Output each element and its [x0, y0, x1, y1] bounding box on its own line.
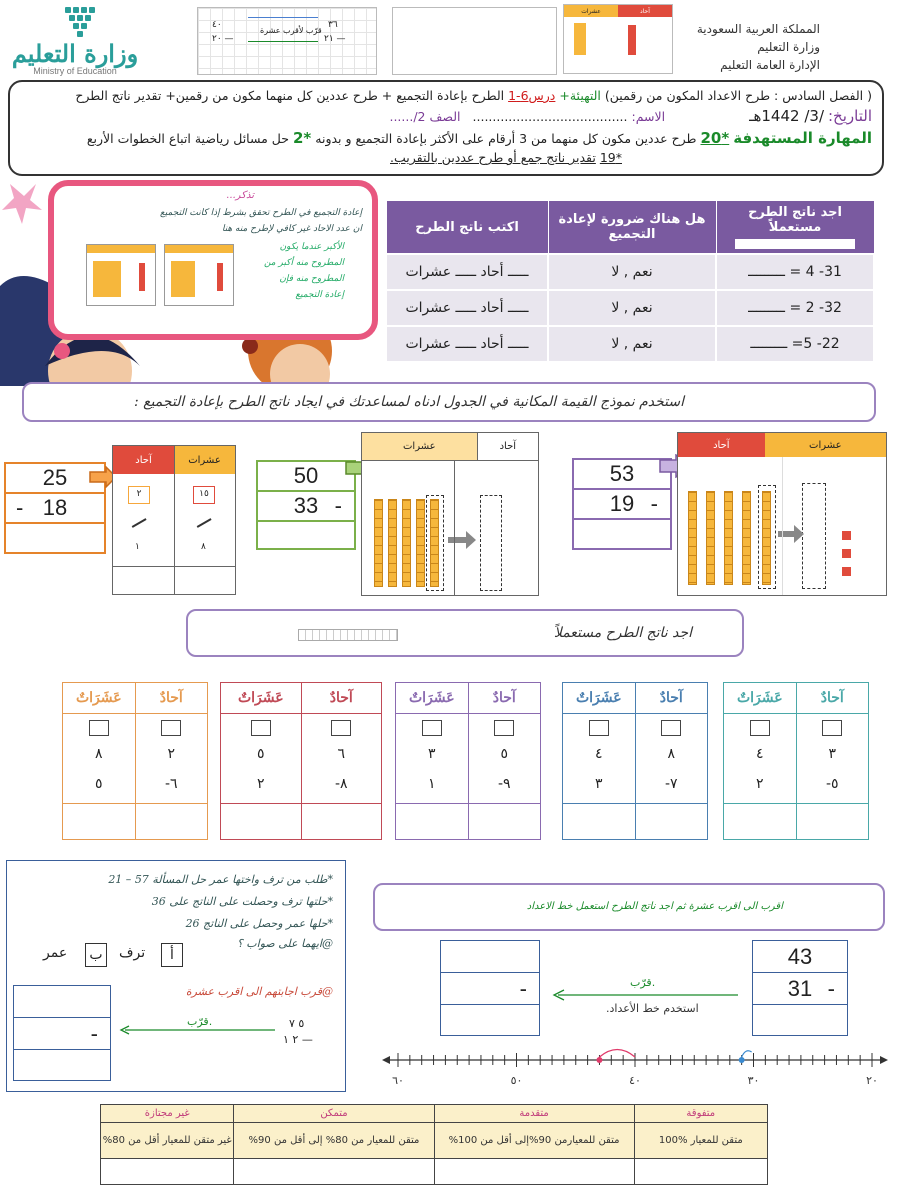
option-a-name: ترف — [119, 945, 146, 961]
tens-header: عَشَرَاتٌ — [575, 690, 622, 706]
ones-column — [635, 714, 708, 803]
rounding-jump-arc — [599, 1050, 635, 1058]
ones-digit-1: ٣ — [828, 746, 837, 762]
ones-digit-1: ٨ — [667, 746, 676, 762]
mini-label: قرّب لأقرب عشرة — [260, 26, 322, 35]
header-pv-thumbnail — [563, 4, 673, 74]
board-line4: المطروح منه أكبر من — [263, 258, 344, 268]
ones-answer-square[interactable] — [822, 720, 842, 736]
task-header-expr: اجد ناتج الطرح مستعملاً — [716, 201, 874, 255]
rubric-level-proficient: متقن للمعيار من 80% إلى أقل من 90% — [234, 1123, 434, 1159]
tens-column — [221, 714, 301, 803]
skill-2: *2 — [292, 129, 312, 147]
problem-num-bottom: ٢ ١ — — [283, 1033, 313, 1046]
mini-row2-a: ٢٠ — — [212, 34, 234, 44]
board-line1: إعادة التجميع في الطرح تحقق بشرط إذا كانت التجميع — [160, 208, 362, 218]
number-line-arrow-left-icon — [382, 1056, 390, 1064]
ones-digit-2: ٦- — [164, 776, 178, 792]
problem-answer-top[interactable] — [14, 986, 110, 1018]
ones-result-cell[interactable] — [796, 804, 869, 839]
tens-answer-square[interactable] — [251, 720, 271, 736]
table-row — [386, 326, 874, 362]
number-line-label: ٦٠ — [392, 1074, 404, 1087]
model1-t2: ١ — [135, 542, 140, 552]
rounding-number-box — [752, 940, 848, 1036]
rounded-bottom[interactable] — [441, 1005, 539, 1035]
model1-o1: ١٥ — [193, 486, 215, 504]
problem-answer-bottom[interactable] — [14, 1050, 110, 1080]
board-line2: ان عدد الاحاد غير كافي لإطرح منه هنا — [221, 224, 362, 234]
board-line5: المطروح منه فإن — [279, 274, 344, 284]
rounding-answer[interactable] — [753, 1005, 847, 1035]
ones-digit-1: ٢ — [167, 746, 176, 762]
teacher-illustration — [0, 176, 380, 386]
instruction-strip-1 — [22, 382, 876, 422]
skill-text-b: حل مسائل رياضية اتباع الخطوات الأربع — [86, 131, 289, 146]
model1-answer[interactable] — [6, 524, 104, 554]
ones-digit-2: ٧- — [664, 776, 678, 792]
rubric-head-excellent: متفوقة — [634, 1105, 767, 1123]
rubric-head-advanced: متقدمة — [434, 1105, 634, 1123]
skill-label: المهارة المستهدفة — [733, 129, 872, 147]
skills-line-2 — [20, 148, 872, 167]
mini-arrow-2 — [248, 41, 318, 42]
task-need[interactable]: نعم , لا — [548, 254, 716, 290]
ones-answer-square[interactable] — [331, 720, 351, 736]
ones-column — [468, 714, 541, 803]
place-value-table — [62, 682, 208, 840]
number-line-marker — [739, 1057, 745, 1063]
ones-result-cell[interactable] — [135, 804, 208, 839]
subtraction-task-table — [385, 200, 875, 363]
tens-digit-1: ٤ — [755, 746, 764, 762]
task-expr[interactable]: 32- 2 = ـــــــــ — [716, 290, 874, 326]
rubric-mark-cell[interactable] — [434, 1159, 634, 1185]
tens-result-cell[interactable] — [63, 804, 135, 839]
tens-answer-square[interactable] — [589, 720, 609, 736]
instruction-strip-2 — [186, 609, 744, 657]
model3-tens-head: عشرات — [765, 433, 886, 457]
problem-num-top: ٥ ٧ — [289, 1017, 305, 1030]
mini-row1-b: ٣٦ — [328, 20, 338, 30]
tens-digit-1: ٥ — [256, 746, 265, 762]
model3-ones-head: آحاد — [678, 433, 765, 457]
model2-tens-head: عشرات — [362, 433, 477, 460]
ones-header: آحادٌ — [796, 683, 869, 713]
place-value-table — [220, 682, 382, 840]
tens-digit-2: ٢ — [256, 776, 265, 792]
tens-result-cell[interactable] — [221, 804, 301, 839]
logo-arabic-text: وزارة التعليم — [11, 39, 139, 68]
problem-answer-box — [13, 985, 111, 1081]
task-header-result: اكتب ناتج الطرح — [386, 201, 548, 255]
ones-column — [301, 714, 382, 803]
tens-stick — [416, 499, 425, 587]
tens-digit-2: ٢ — [755, 776, 764, 792]
ones-digit-1: ٦ — [337, 746, 346, 762]
tens-result-cell[interactable] — [563, 804, 635, 839]
kingdom-text: المملكة العربية السعودية — [696, 22, 820, 36]
table-row — [386, 290, 874, 326]
lesson-number-text: درس6-1 — [508, 88, 556, 103]
table-row — [386, 254, 874, 290]
number-line-label: ٤٠ — [629, 1074, 641, 1087]
base-ten-placeholder-icon — [298, 629, 398, 641]
task-header-need: هل هناك ضرورة لإعادة التجميع — [548, 201, 716, 255]
ones-header: آحادٌ — [301, 683, 382, 713]
skill-19: *19 — [599, 150, 622, 165]
model1-strike-1 — [132, 518, 147, 527]
model3-top: 53 — [574, 460, 670, 490]
tens-header: عَشَرَاتٌ — [75, 690, 122, 706]
tens-stick — [388, 499, 397, 587]
regroup-dashed-box — [426, 495, 444, 591]
rubric-levels-row — [101, 1123, 768, 1159]
ones-column — [796, 714, 869, 803]
tens-stick — [688, 491, 697, 585]
ones-result-cell[interactable] — [635, 804, 708, 839]
rounding-arrow-icon — [550, 989, 740, 1001]
rounding-strip-text: اقرب الى اقرب عشرة ثم اجد ناتج الطرح استعمل خط الاعداد — [526, 901, 783, 912]
model1-strike-2 — [197, 518, 212, 527]
model1-bottom-row: 18 - — [6, 494, 104, 524]
option-b-button[interactable]: ب — [85, 943, 107, 967]
tens-digit-1: ٣ — [427, 746, 436, 762]
problem-round-label: قرّب. — [187, 1015, 213, 1028]
skill-text-c: تقدير ناتج جمع أو طرح عددين بالتقريب. — [390, 150, 596, 165]
rounding-top: 43 — [753, 941, 847, 973]
rounded-answer-box — [440, 940, 540, 1036]
ones-digit-2: ٨- — [334, 776, 348, 792]
date-value: /3/ 1442هـ — [749, 107, 825, 125]
tens-digit-2: ١ — [427, 776, 436, 792]
mini-arrow-1 — [248, 17, 318, 18]
skills-line — [20, 129, 872, 148]
round-arrow-icon — [117, 1025, 277, 1035]
rounded-top[interactable] — [441, 941, 539, 973]
class-label: الصف 2/...... — [389, 109, 461, 124]
task-need[interactable]: نعم , لا — [548, 326, 716, 362]
model1-o2: ٨ — [201, 542, 206, 552]
tens-answer-square[interactable] — [750, 720, 770, 736]
lesson-title-line — [20, 86, 872, 105]
ministry-logo — [10, 5, 140, 80]
model2-bottom-row: 33 - — [258, 492, 354, 522]
ones-result-cell[interactable] — [468, 804, 541, 839]
instruction-text-2: اجد ناتج الطرح مستعملاً — [553, 625, 692, 641]
rubric-level-failed: غير متقن للمعيار أقل من 80% — [101, 1123, 234, 1159]
rubric-head-proficient: متمكن — [234, 1105, 434, 1123]
tens-stick — [742, 491, 751, 585]
model3-bottom-row: 19 - — [574, 490, 670, 520]
number-line — [380, 1040, 890, 1098]
student-info-line — [20, 107, 872, 126]
mini-pv-tens: عشرات — [564, 5, 618, 17]
tens-header: عَشَرَاتٌ — [408, 690, 455, 706]
tens-stick — [724, 491, 733, 585]
date-label: التاريخ: — [828, 107, 872, 125]
place-value-table — [723, 682, 869, 840]
tens-answer-square[interactable] — [89, 720, 109, 736]
word-problem-box — [6, 860, 346, 1092]
ones-answer-square[interactable] — [661, 720, 681, 736]
model1-place-value-board — [112, 445, 236, 595]
board-line3: الأكبر عندما يكون — [279, 242, 344, 252]
rounded-mid[interactable]: - — [441, 973, 539, 1005]
task-need[interactable]: نعم , لا — [548, 290, 716, 326]
ones-cube — [842, 549, 851, 558]
task-result[interactable]: ـــــ أحاد ـــــ عشرات — [386, 254, 548, 290]
rounding-round-label: قرّب. — [630, 976, 656, 989]
header-rounding-thumbnail — [197, 7, 377, 75]
chapter-text: ( الفصل السادس : طرح الاعداد المكون من رقمين) — [604, 88, 872, 103]
tens-digit-1: ٤ — [594, 746, 603, 762]
directorate-text: الإدارة العامة التعليم — [720, 58, 820, 72]
tens-stick — [402, 499, 411, 587]
problem-line3: *حلها عمر وحصل على الناتج 26 — [185, 917, 333, 930]
model2-ones-head: آحاد — [477, 433, 538, 460]
ones-answer-square[interactable] — [494, 720, 514, 736]
task-expr[interactable]: 22- 5= ـــــــــ — [716, 326, 874, 362]
problem-line2: *حلتها ترف وحصلت على الناتج على 36 — [151, 895, 333, 908]
round-question: @قرب اجابتهم الى اقرب عشرة — [185, 985, 333, 998]
tens-column — [563, 714, 635, 803]
rubric-mark-cell[interactable] — [101, 1159, 234, 1185]
mini-pv-ones: آحاد — [618, 5, 672, 17]
model2-place-value-board — [361, 432, 539, 596]
board-pv-2 — [164, 244, 234, 306]
mini-stick — [574, 23, 586, 55]
teacher-board — [48, 180, 378, 340]
mini-row1-a: ٤٠ — [212, 20, 222, 30]
model2-top: 50 — [258, 462, 354, 492]
task-result[interactable]: ـــــ أحاد ـــــ عشرات — [386, 290, 548, 326]
model1-tens-head: عشرات — [174, 446, 235, 474]
model3-answer[interactable] — [574, 520, 670, 550]
problem-line4: @ايهما على صواب ؟ — [236, 937, 333, 950]
logo-mark-icon — [10, 5, 140, 39]
mini-row2-b: ٢١ — — [324, 34, 346, 44]
ones-answer-square[interactable] — [161, 720, 181, 736]
rubric-table — [100, 1104, 768, 1185]
lesson-topics-text: الطرح بإعادة التجميع + طرح عددين كل منهما مكون من رقمين+ تقدير ناتج الطرح — [75, 88, 505, 103]
tens-digit-2: ٣ — [594, 776, 603, 792]
problem-answer-mid[interactable]: - — [14, 1018, 110, 1050]
tens-column — [63, 714, 135, 803]
place-value-table — [395, 682, 541, 840]
point-arc — [742, 1051, 752, 1057]
ones-digit-1: ٥ — [500, 746, 509, 762]
number-line-label: ٢٠ — [866, 1074, 878, 1087]
ones-result-cell[interactable] — [301, 804, 382, 839]
header-blank-thumbnail — [392, 7, 557, 75]
model1-top: 25 — [6, 464, 104, 494]
rubric-head-failed: غير مجتازة — [101, 1105, 234, 1123]
model1-t1: ٢ — [128, 486, 150, 504]
ones-dashed-box — [480, 495, 502, 591]
warmup-text: التهيئة+ — [559, 88, 601, 103]
board-pv-1 — [86, 244, 156, 306]
tens-result-cell[interactable] — [724, 804, 796, 839]
tens-stick — [706, 491, 715, 585]
rounding-strip — [373, 883, 885, 931]
task-expr[interactable]: 31- 4 = ـــــــــ — [716, 254, 874, 290]
option-b-name: عمر — [43, 945, 68, 961]
name-label[interactable]: الاسم: — [631, 109, 666, 124]
ones-column — [135, 714, 208, 803]
regroup-arrow-icon — [448, 531, 478, 549]
place-value-table — [562, 682, 708, 840]
skill-20: *20 — [700, 129, 730, 147]
tens-digit-1: ٨ — [94, 746, 103, 762]
tens-digit-2: ٥ — [94, 776, 103, 792]
tens-answer-square[interactable] — [422, 720, 442, 736]
tens-stick — [374, 499, 383, 587]
ones-digit-2: ٩- — [497, 776, 511, 792]
rubric-mark-row — [101, 1159, 768, 1185]
problem-line1: *طلب من ترف واختها عمر حل المسألة 57 – 21 — [108, 873, 333, 886]
model2-answer[interactable] — [258, 522, 354, 552]
number-line-label: ٥٠ — [510, 1074, 523, 1087]
rubric-header-row — [101, 1105, 768, 1123]
tens-column — [724, 714, 796, 803]
number-line-label: ٣٠ — [747, 1074, 760, 1087]
rounding-bottom-row: 31 - — [753, 973, 847, 1005]
number-line-arrow-right-icon — [880, 1056, 888, 1064]
header-ministry-block — [690, 22, 820, 72]
ones-header: آحادٌ — [135, 683, 208, 713]
ones-header: آحادٌ — [635, 683, 708, 713]
skill-text-a: طرح عددين مكون كل منهما من 3 أرقام على الأكثر بإعادة التجميع و بدونه — [315, 131, 697, 146]
board-title: تذكر... — [226, 190, 254, 201]
logo-english-text: Ministry of Education — [33, 66, 117, 76]
tens-header: عَشَرَاتٌ — [736, 690, 783, 706]
rubric-mark-cell[interactable] — [634, 1159, 767, 1185]
board-line6: إعادة التجميع — [295, 290, 344, 300]
mini-cubes — [628, 25, 636, 55]
instruction-text-1: استخدم نموذج القيمة المكانية في الجدول ادناه لمساعدتك في ايجاد ناتج الطرح بإعادة التجميع : — [133, 394, 685, 410]
ones-cube — [842, 531, 851, 540]
name-dots: ....................................... — [472, 109, 628, 124]
ministry-text: وزارة التعليم — [757, 40, 820, 54]
ones-digit-2: ٥- — [825, 776, 839, 792]
rubric-mark-cell[interactable] — [234, 1159, 434, 1185]
tens-header: عَشَرَاتٌ — [237, 690, 284, 706]
lesson-info-box — [8, 80, 884, 176]
rubric-level-advanced: متقن للمعيارمن 90%إلى أقل من 100% — [434, 1123, 634, 1159]
number-line-marker — [596, 1057, 602, 1063]
model2-number-box — [256, 460, 356, 550]
model3-number-box — [572, 458, 672, 550]
ones-cube — [842, 567, 851, 576]
rubric-level-excellent: متقن للمعيار %100 — [634, 1123, 767, 1159]
task-result[interactable]: ـــــ أحاد ـــــ عشرات — [386, 326, 548, 362]
tens-column — [396, 714, 468, 803]
tens-result-cell[interactable] — [396, 804, 468, 839]
ones-header: آحادٌ — [468, 683, 541, 713]
tool-placeholder-icon — [735, 239, 855, 249]
use-number-line-label: استخدم خط الأعداد. — [606, 1002, 699, 1015]
model1-ones-head: آحاد — [113, 446, 174, 474]
regroup-dashed-box — [758, 485, 776, 589]
model3-place-value-board — [677, 432, 887, 596]
option-a-button[interactable]: أ — [161, 943, 183, 967]
